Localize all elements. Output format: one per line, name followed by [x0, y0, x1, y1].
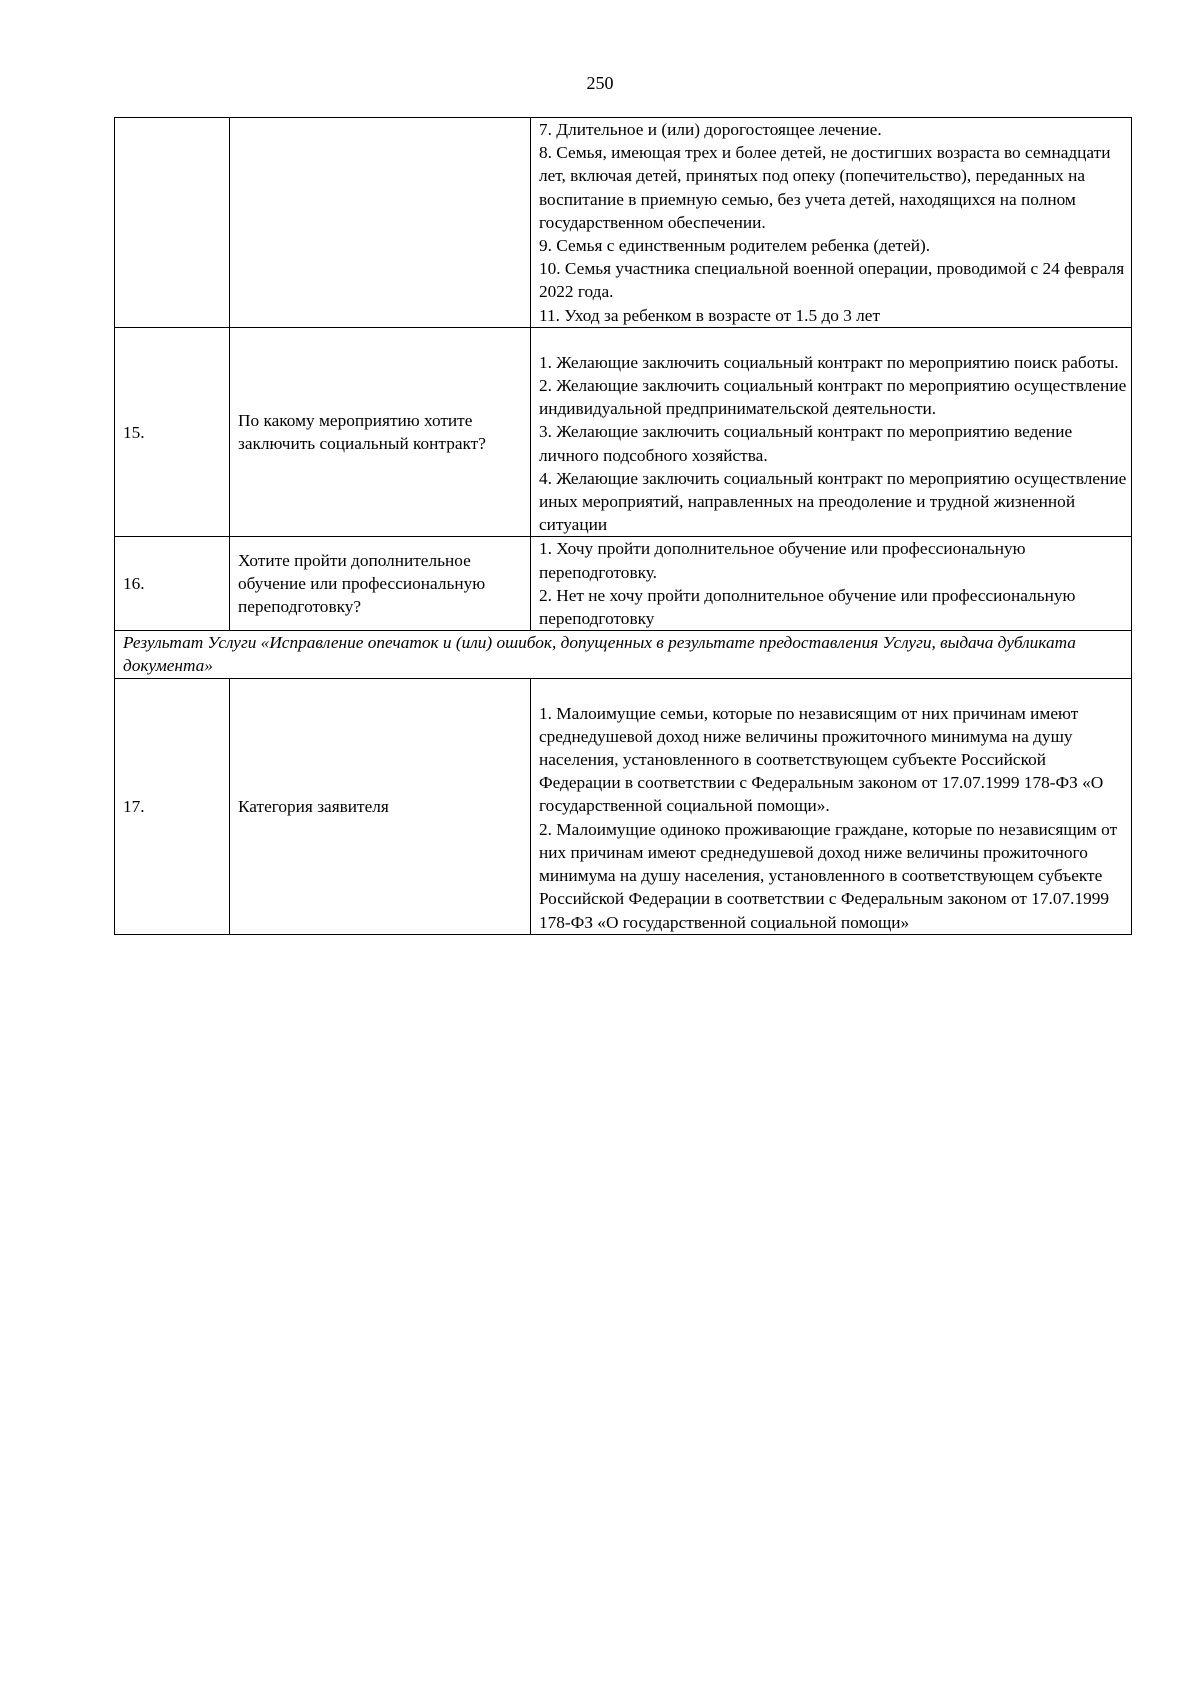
cell-spacer — [539, 679, 1127, 702]
answer-item: 7. Длительное и (или) дорогостоящее лечение. — [539, 120, 882, 139]
row-number: 17. — [115, 678, 230, 934]
answer-item: 2. Нет не хочу пройти дополнительное обучение или профессиональную переподготовку — [539, 585, 1076, 629]
section-header-row — [115, 631, 1132, 678]
answers-cell — [531, 327, 1132, 537]
answer-item: 2. Желающие заключить социальный контракт по мероприятию осуществление индивидуальной предпринимательской деятельности. — [539, 376, 1127, 419]
answer-item: 1. Малоимущие семьи, которые по независящим от них причинам имеют среднедушевой доход ниже величины прожиточного минимума на душу населения, установленного в соответствующем субъекте Российской Федерации в соответствии с Федеральным законом от 17.07.1999 178-ФЗ «О государственной социальной помощи». — [539, 703, 1104, 816]
table-row-16 — [115, 537, 1132, 631]
question-text: Категория заявителя — [230, 678, 531, 934]
question-cell — [230, 118, 531, 328]
table-row-continuation — [115, 118, 1132, 328]
table-row-15 — [115, 327, 1132, 537]
answer-item: 4. Желающие заключить социальный контракт по мероприятию осуществление иных мероприятий, направленных на преодоление и трудной жизненной ситуации — [539, 468, 1127, 535]
answers-cell — [531, 678, 1132, 934]
answers-cell — [531, 118, 1132, 328]
answer-item: 2. Малоимущие одиноко проживающие граждане, которые по независящим от них причинам имеют среднедушевой доход ниже величины прожиточного минимума на душу населения, установленного в соответствующем субъекте Российской Федерации в соответствии с Федеральным законом от 17.07.1999 178-ФЗ «О государственной социальной помощи» — [539, 819, 1118, 932]
row-number: 15. — [115, 327, 230, 537]
number-cell — [115, 118, 230, 328]
answer-item: 1. Желающие заключить социальный контракт по мероприятию поиск работы. — [539, 352, 1119, 372]
cell-spacer — [539, 328, 1127, 351]
answers-cell — [531, 537, 1132, 631]
answer-item: 9. Семья с единственным родителем ребенка (детей). — [539, 236, 931, 256]
answer-item: 3. Желающие заключить социальный контракт по мероприятию ведение личного подсобного хозяйства. — [539, 422, 1073, 465]
page-number: 250 — [586, 73, 614, 93]
answer-item: 8. Семья, имеющая трех и более детей, не достигших возраста во семнадцати лет, включая детей, принятых под опеку (попечительство), переданных на воспитание в приемную семью, без учета детей, находящихся на полном государственном обеспечении. — [539, 143, 1111, 232]
question-text: По какому мероприятию хотите заключить социальный контракт? — [230, 327, 531, 537]
question-text: Хотите пройти дополнительное обучение или профессиональную переподготовку? — [230, 537, 531, 631]
questionnaire-table — [114, 117, 1132, 935]
row-number: 16. — [115, 537, 230, 631]
answer-item: 11. Уход за ребенком в возрасте от 1.5 до 3 лет — [539, 305, 880, 325]
answer-item: 10. Семья участника специальной военной операции, проводимой с 24 февраля 2022 года. — [539, 259, 1125, 302]
table-row-17 — [115, 678, 1132, 934]
answer-item: 1. Хочу пройти дополнительное обучение или профессиональную переподготовку. — [539, 539, 1026, 582]
section-header: Результат Услуги «Исправление опечаток и (или) ошибок, допущенных в результате предоставления Услуги, выдача дубликата документа» — [115, 631, 1132, 678]
